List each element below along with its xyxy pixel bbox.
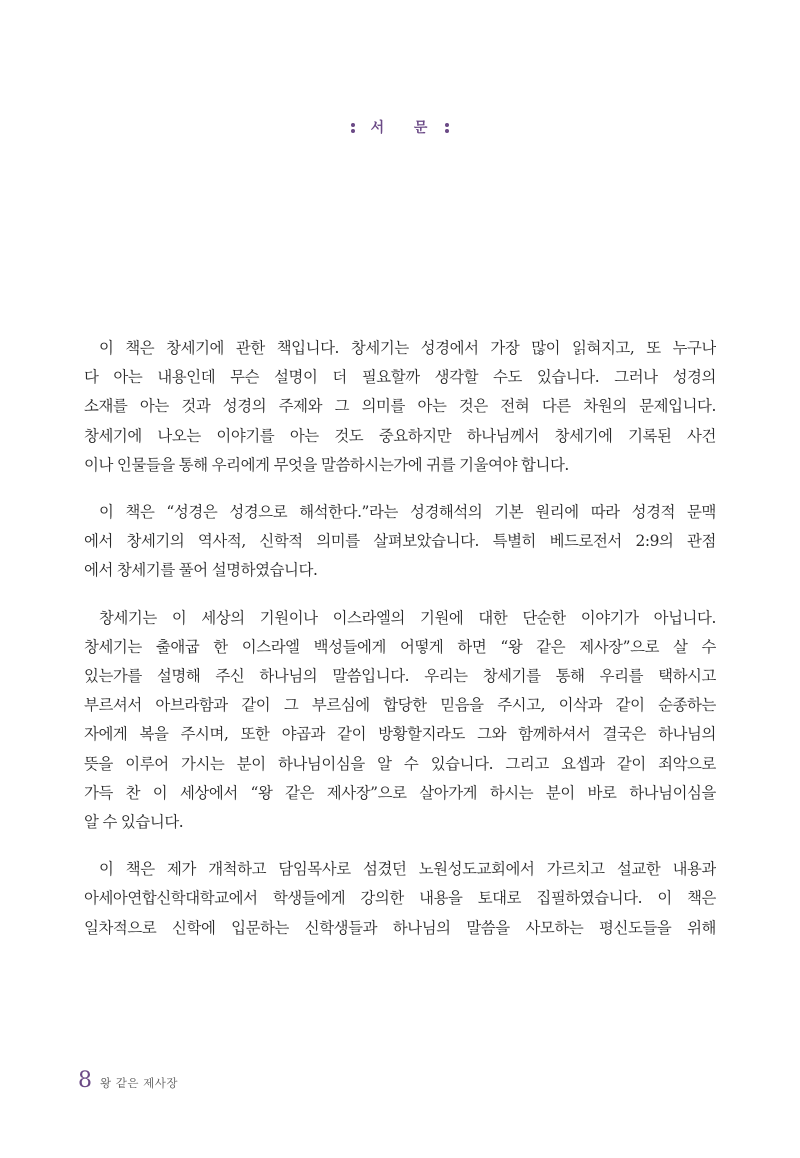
running-title: 왕 같은 제사장: [100, 1076, 178, 1090]
text-line: 에서 창세기를 풀어 설명하였습니다.: [84, 561, 318, 580]
section-title-char-2: 문: [413, 120, 430, 136]
text-line: 에서 창세기의 역사적, 신학적 의미를 살펴보았습니다. 특별히 베드로전서 2:9의 관점: [84, 532, 716, 551]
text-line: 가득 찬 이 세상에서 “왕 같은 제사장”으로 살아가게 하시는 분이 바로 하나님이심을: [84, 783, 716, 802]
preface-body: [84, 334, 716, 961]
paragraph-3: [84, 604, 716, 838]
text-line: 자에게 복을 주시며, 또한 야곱과 같이 방황할지라도 그와 함께하셔서 결국은 하나님의: [84, 725, 716, 744]
ornament-dots-right-icon: [444, 121, 450, 135]
text-line: 이 책은 제가 개척하고 담임목사로 섬겼던 노원성도교회에서 가르치고 설교한 내용과: [99, 860, 716, 879]
section-title: [0, 116, 800, 140]
text-line: 부르셔서 아브라함과 같이 그 부르심에 합당한 믿음을 주시고, 이삭과 같이 순종하는: [84, 696, 716, 715]
text-line: 창세기에 나오는 이야기를 아는 것도 중요하지만 하나님께서 창세기에 기록된 사건: [84, 426, 716, 445]
page-footer: [78, 1068, 178, 1098]
text-line: 있는가를 설명해 주신 하나님의 말씀입니다. 우리는 창세기를 통해 우리를 택하시고: [84, 667, 716, 686]
text-line: 창세기는 출애굽 한 이스라엘 백성들에게 어떻게 하면 “왕 같은 제사장”으로 살 수: [84, 637, 716, 656]
ornament-dots-left-icon: [350, 121, 356, 135]
text-line: 이나 인물들을 통해 우리에게 무엇을 말씀하시는가에 귀를 기울여야 합니다.: [84, 455, 569, 474]
text-line: 창세기는 이 세상의 기원이나 이스라엘의 기원에 대한 단순한 이야기가 아닙니다.: [99, 608, 716, 627]
page-number: 8: [78, 1068, 92, 1093]
paragraph-2: [84, 498, 716, 586]
text-line: 소재를 아는 것과 성경의 주제와 그 의미를 아는 것은 전혀 다른 차원의 문제입니다.: [84, 397, 716, 416]
text-line: 다 아는 내용인데 무슨 설명이 더 필요할까 생각할 수도 있습니다. 그러나 성경의: [84, 368, 716, 387]
paragraph-4: [84, 855, 716, 943]
text-line: 알 수 있습니다.: [84, 813, 184, 832]
text-line: 아세아연합신학대학교에서 학생들에게 강의한 내용을 토대로 집필하였습니다. 이 책은: [84, 889, 716, 908]
text-line: 이 책은 “성경은 성경으로 해석한다.”라는 성경해석의 기본 원리에 따라 성경적 문맥: [99, 503, 716, 522]
paragraph-1: [84, 334, 716, 480]
text-line: 일차적으로 신학에 입문하는 신학생들과 하나님의 말씀을 사모하는 평신도들을 위해: [84, 918, 716, 937]
section-title-char-1: 서: [370, 120, 387, 136]
text-line: 이 책은 창세기에 관한 책입니다. 창세기는 성경에서 가장 많이 읽혀지고, 또 누구나: [99, 339, 716, 357]
text-line: 뜻을 이루어 가시는 분이 하나님이심을 알 수 있습니다. 그리고 요셉과 같이 죄악으로: [84, 754, 716, 773]
